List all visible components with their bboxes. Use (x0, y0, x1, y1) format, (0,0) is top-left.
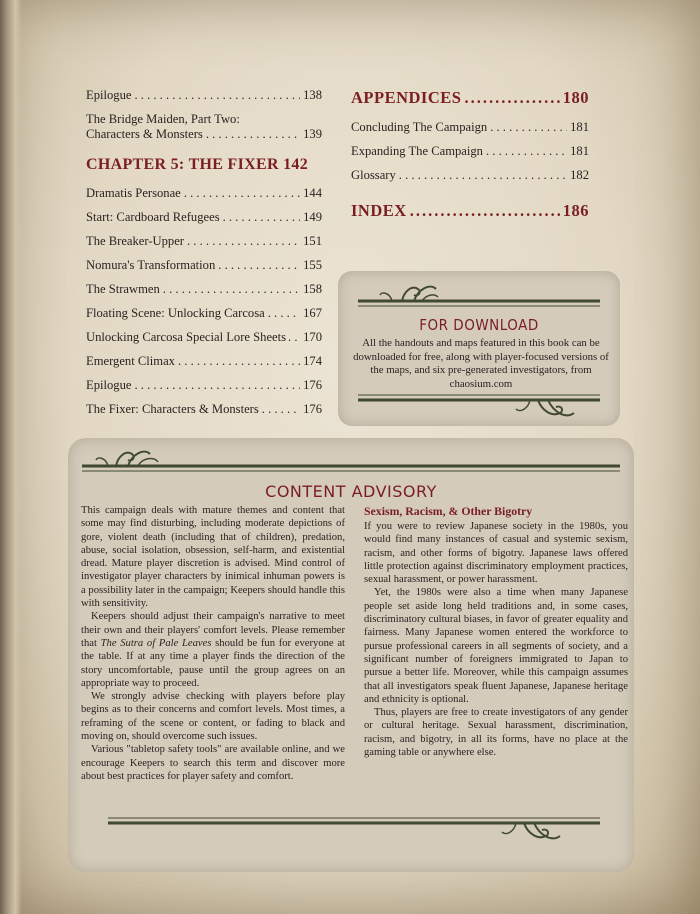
toc-entry[interactable]: Epilogue . . . 138 (86, 88, 322, 103)
paragraph: Keepers should adjust their campaign's narrative to meet their own and their players' comfort levels. Please remember that The Sutra of Pale Leaves should be fun for everyone at the table. If at any time a player finds the direction of the story uncomfortable, pause until the group agrees on an appropriate way to proceed. (81, 611, 345, 689)
toc-entry[interactable]: The Breaker-Upper . . . 151 (86, 234, 322, 249)
download-title: FOR DOWNLOAD (419, 316, 539, 334)
toc-entry[interactable]: Floating Scene: Unlocking Carcosa . . . 167 (86, 306, 322, 321)
toc-entry[interactable]: Nomura's Transformation . . . 155 (86, 258, 322, 273)
toc-entry[interactable]: Unlocking Carcosa Special Lore Sheets . . . 170 (86, 330, 322, 345)
tentacle-divider-icon (104, 810, 604, 846)
content-advisory-box (68, 438, 634, 872)
toc-entry[interactable]: Emergent Climax . . . 174 (86, 354, 322, 369)
paragraph: We strongly advise checking with players before play begins as to their concerns and comfort levels. Most times, a reframing of the scene or content, or fading to black and moving on, should overcome such issues. (81, 691, 345, 743)
tentacle-divider-icon (352, 387, 606, 423)
page-binding (0, 0, 22, 914)
chapter-heading[interactable]: CHAPTER 5: THE FIXER 142 (86, 156, 309, 173)
toc-index[interactable]: INDEX ..... 186 (351, 201, 589, 221)
toc-entry[interactable]: Concluding The Campaign . . . 181 (351, 120, 589, 135)
toc-entry[interactable]: The Fixer: Characters & Monsters . . . 176 (86, 402, 322, 417)
tentacle-divider-icon (352, 277, 606, 313)
paragraph: Thus, players are free to create investigators of any gender or cultural heritage. Sexual harassment, discrimination, racism, and bigotry, in all its forms, have no place at the gaming table or anywhere else. (364, 707, 628, 759)
toc-entry[interactable]: Glossary . . . 182 (351, 168, 589, 183)
paragraph: Various "tabletop safety tools" are available online, and we encourage Keepers to search this term and discover more about best practices for player safety and comfort. (81, 744, 345, 782)
advisory-right-column (364, 504, 628, 759)
section-heading: Sexism, Racism, & Other Bigotry (364, 504, 533, 518)
advisory-left-column (81, 504, 345, 783)
paragraph: This campaign deals with mature themes and content that some may find disturbing, including moderate depictions of gore, violent death (including that of children), predation, abuse, social isolation, obsession, self-harm, and existential dread. Mature player discretion is advised. Mind control of investigator player characters by inimical inhuman powers is a possibility later in the campaign; Keepers should handle this with sensitivity. (81, 505, 345, 610)
toc-entry-bridge-maiden[interactable]: The Bridge Maiden, Part Two: Characters & Monsters . . . 139 (86, 112, 322, 142)
paragraph: If you were to review Japanese society in the 1980s, you would find many instances of casual and systemic sexism, racism, and other forms of bigotry. Japanese laws offered little protection against discriminatory employment practices, sexual harassment, or power harassment. (364, 521, 628, 586)
toc-entry[interactable]: The Strawmen . . . 158 (86, 282, 322, 297)
paragraph: Yet, the 1980s were also a time when many Japanese people set aside long held traditions and, in some cases, discriminatory cultural biases, in favor of greater equality and fairness. Many Japanese women entered the workforce to pursue professional careers in all segments of society, and a significant number of foreigners immigrated to Japan to pursue a better life. Moreover, while this campaign assumes that all investigators speak fluent Japanese, Japanese heritage and ethnicity is optional. (364, 587, 628, 705)
download-text: All the handouts and maps featured in this book can be downloaded for free, along with player-focused versions of the maps, and six pre-generated investigators, from chaosium.com (353, 337, 609, 390)
download-box (338, 271, 620, 426)
toc-entry[interactable]: Dramatis Personae . . . 144 (86, 186, 322, 201)
advisory-title: CONTENT ADVISORY (265, 482, 437, 501)
toc-entry[interactable]: Start: Cardboard Refugees . . . 149 (86, 210, 322, 225)
toc-entry[interactable]: Epilogue . . . 176 (86, 378, 322, 393)
toc-left-column (86, 88, 322, 426)
tentacle-divider-icon (78, 442, 624, 478)
toc-right-column (351, 88, 589, 233)
toc-entry[interactable]: Expanding The Campaign . . . 181 (351, 144, 589, 159)
toc-appendices[interactable]: APPENDICES ..... 180 (351, 88, 589, 108)
